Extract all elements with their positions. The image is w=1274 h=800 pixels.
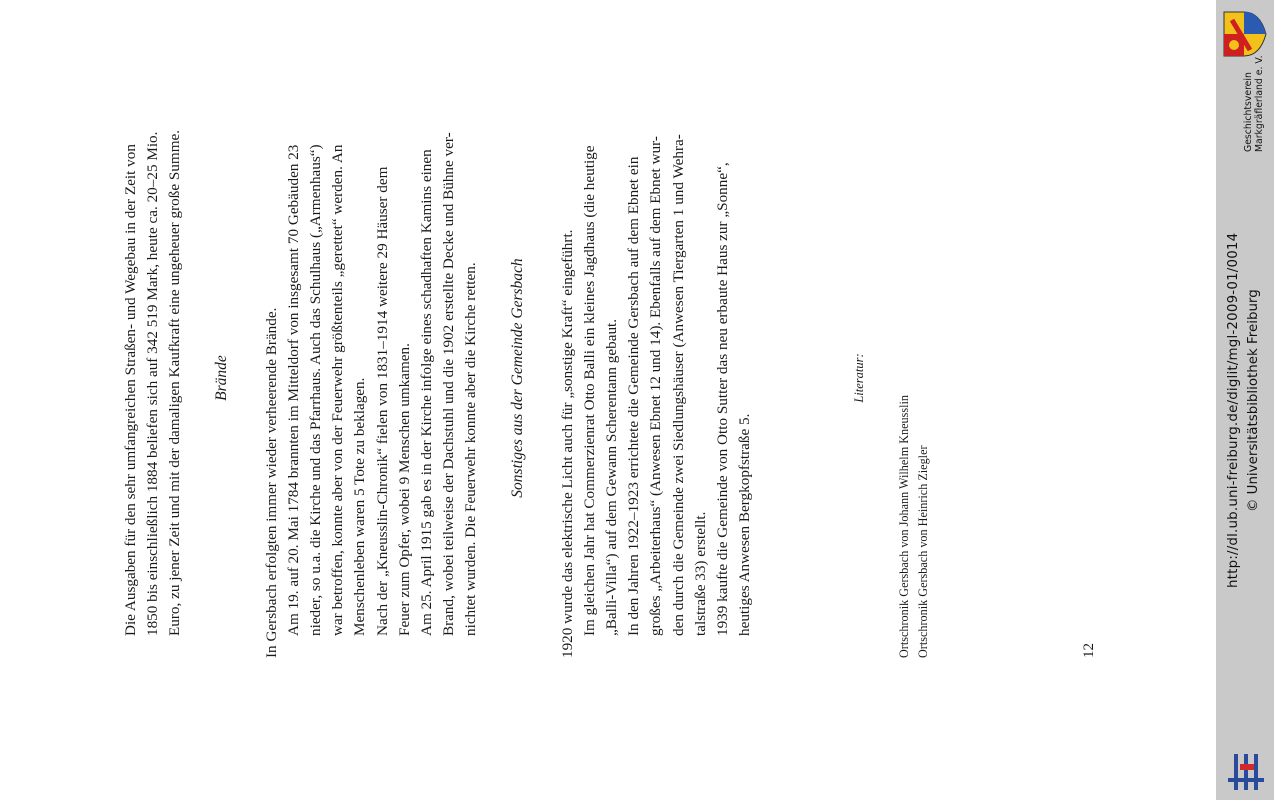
text-line: heutiges Anwesen Bergkopfstraße 5.: [736, 413, 754, 636]
library-banner-text: [1216, 0, 1274, 800]
text-line: nichtet wurden. Die Feuerwehr konnte aber die Kirche retten.: [462, 262, 480, 636]
paragraph-sonstiges-3: [623, 98, 712, 658]
text-line: talstraße 33) erstellt.: [691, 511, 709, 636]
text-line: Feuer zum Opfer, wobei 9 Menschen umkamen.: [395, 343, 413, 636]
text-line: Am 19. auf 20. Mai 1784 brannten im Mitteldorf von insgesamt 70 Gebäuden 23: [284, 144, 302, 636]
ub-freiburg-logo-icon: [1226, 752, 1266, 792]
section-heading-sonstiges: Sonstiges aus der Gemeinde Gersbach: [508, 258, 526, 498]
text-line: 1850 bis einschließlich 1884 beliefen sich auf 342 519 Mark, heute ca. 20–25 Mio.: [144, 131, 162, 636]
text-line: Im gleichen Jahr hat Commerzienrat Otto Balli ein kleines Jagdhaus (die heutige: [580, 145, 598, 636]
literature-list: [895, 98, 933, 658]
paragraph-sonstiges-4: [712, 98, 756, 658]
section-heading-braende: Brände: [212, 355, 230, 401]
paragraph-braende-4: [416, 98, 483, 658]
paragraph-braende-2: [283, 98, 372, 658]
text-line: 1939 kaufte die Gemeinde von Otto Sutter das neu erbaute Haus zur „Sonne“,: [714, 162, 732, 636]
text-line: Am 25. April 1915 gab es in der Kirche infolge eines schadhaften Kamins einen: [418, 149, 436, 636]
text-line: nieder, so u.a. die Kirche und das Pfarrhaus. Auch das Schulhaus („Armenhaus“): [307, 144, 325, 636]
text-line: großes „Arbeiterhaus“ (Anwesen Ebnet 12 und 14). Ebenfalls auf dem Ebnet wur-: [647, 136, 665, 636]
text-line: Nach der „Kneusslin-Chronik“ fielen von 1831–1914 weitere 29 Häuser dem: [373, 166, 391, 636]
literature-item: Ortschronik Gersbach von Heinrich Ziegler: [916, 445, 931, 658]
paragraph-sonstiges-1: [557, 98, 579, 658]
paragraph-sonstiges-2: [579, 98, 623, 658]
coat-of-arms-icon: [1220, 8, 1268, 60]
document-url-link[interactable]: http://dl.ub.uni-freiburg.de/diglit/mgl-2009-01/0014: [1226, 232, 1241, 588]
text-line: In Gersbach erfolgten immer wieder verheerende Brände.: [262, 307, 280, 658]
text-line: Die Ausgaben für den sehr umfangreichen Straßen- und Wegebau in der Zeit von: [122, 144, 139, 636]
verein-line-1: Geschichtsverein: [1243, 72, 1254, 152]
paragraph-braende-3: [372, 98, 416, 658]
text-line: den durch die Gemeinde zwei Siedlungshäuser (Anwesen Tiergarten 1 und Wehra-: [669, 134, 687, 636]
literature-item: Ortschronik Gersbach von Johann Wilhelm Kneusslin: [897, 395, 912, 658]
text-line: 1920 wurde das elektrische Licht auch für „sonstige Kraft“ eingeführt.: [558, 229, 576, 658]
literature-heading: Literatur:: [852, 353, 867, 403]
text-line: „Balli-Villa“) auf dem Gewann Scherentann gebaut.: [603, 318, 621, 636]
text-line: Brand, wobei teilweise der Dachstuhl und die 1902 erstellte Decke und Bühne ver-: [440, 132, 458, 636]
text-line: Euro, zu jener Zeit und mit der damaligen Kaufkraft eine ungeheuer große Summe.: [166, 129, 184, 636]
page-content: [120, 98, 1098, 658]
intro-paragraph: [120, 98, 187, 658]
text-line: In den Jahren 1922–1923 errichtete die Gemeinde Gersbach auf dem Ebnet ein: [625, 156, 643, 636]
page-number: 12: [1081, 643, 1098, 658]
copyright-text: © Universitätsbibliothek Freiburg: [1246, 289, 1261, 512]
verein-line-2: Markgräflerland e. V.: [1254, 55, 1265, 152]
verein-name: [1243, 55, 1265, 152]
text-line: Menschenleben waren 5 Tote zu beklagen.: [351, 377, 369, 636]
paragraph-braende-1: [261, 98, 283, 658]
text-line: war betroffen, konnte aber von der Feuerwehr größtenteils „gerettet“ werden. An: [329, 144, 347, 636]
